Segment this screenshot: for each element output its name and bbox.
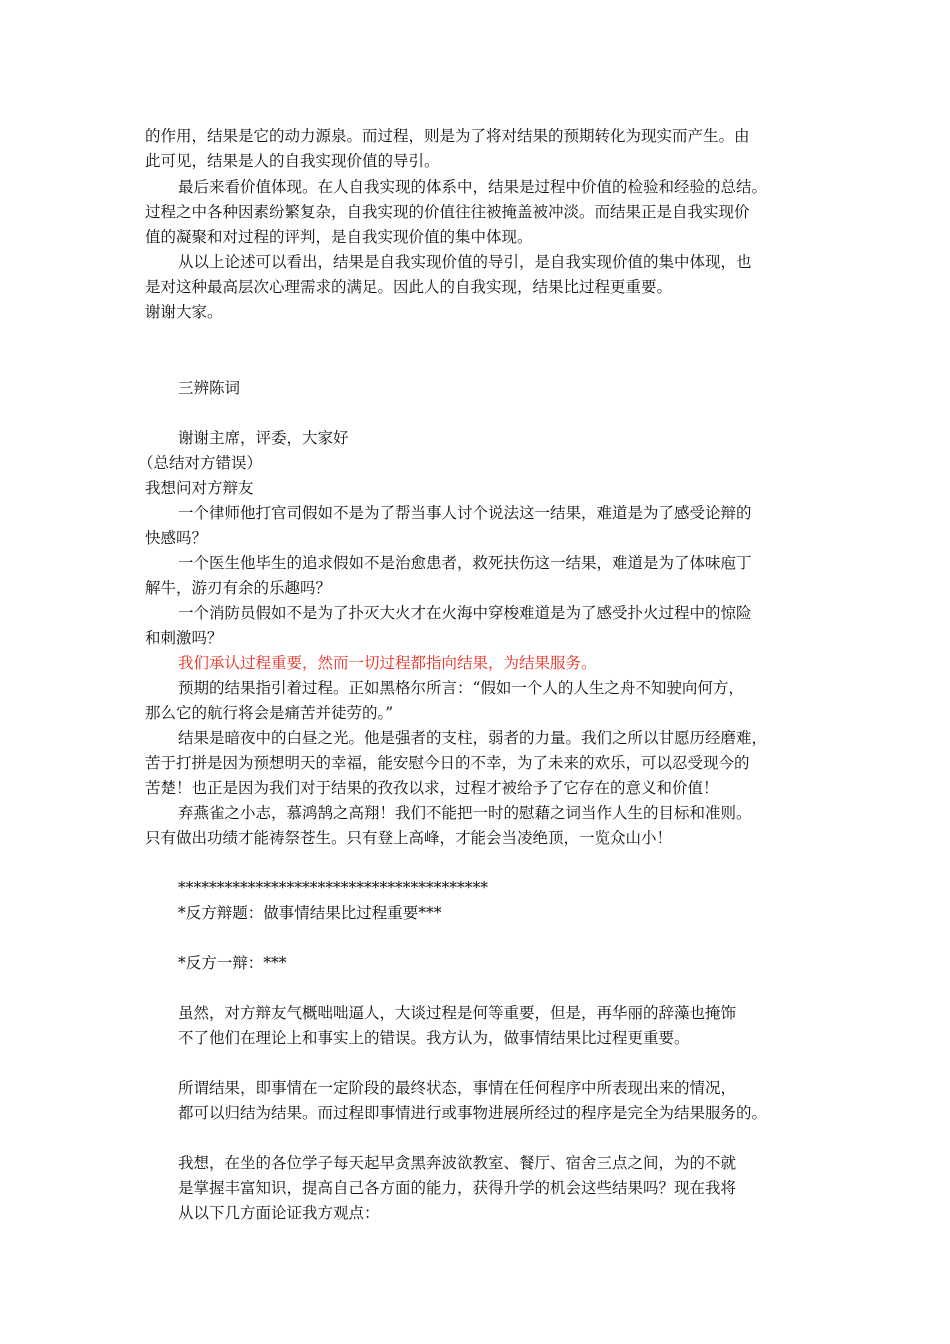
text-line: 和刺激吗？ [145,629,223,647]
text-line: 是掌握丰富知识，提高自己各方面的能力，获得升学的机会这些结果吗？现在我将 [178,1179,737,1197]
text-line: 一个医生他毕生的追求假如不是治愈患者，救死扶伤这一结果，难道是为了体味庖丁 [178,554,752,572]
text-line: 值的凝聚和对过程的评判，是自我实现价值的集中体现。 [145,228,533,246]
text-line: 结果是暗夜中的白昼之光。他是强者的支柱，弱者的力量。我们之所以甘愿历经磨难， [178,729,768,747]
text-line: 只有做出功绩才能祷祭苍生。只有登上高峰，才能会当凌绝顶，一览众山小！ [145,829,673,847]
text-line: 谢谢主席，评委，大家好 [178,429,349,447]
text-line: 从以下几方面论证我方观点： [178,1204,380,1222]
highlighted-text-line: 我们承认过程重要，然而一切过程都指向结果，为结果服务。 [178,654,597,672]
text-line: 一个消防员假如不是为了扑灭大火才在火海中穿梭难道是为了感受扑火过程中的惊险 [178,604,752,622]
text-line: 我想问对方辩友 [145,479,254,497]
section-heading: 三辨陈词 [178,379,241,397]
text-line: 的作用，结果是它的动力源泉。而过程，则是为了将对结果的预期转化为现实而产生。由 [145,127,750,145]
text-line: 解牛，游刃有余的乐趣吗？ [145,579,332,597]
text-line: 快感吗？ [145,529,208,547]
text-line: 最后来看价值体现。在人自我实现的体系中，结果是过程中价值的检验和经验的总结。 [178,178,768,196]
text-line: 弃燕雀之小志，慕鸿鹄之高翔！我们不能把一时的慰藉之词当作人生的目标和准则。 [178,804,752,822]
text-line: 苦楚！也正是因为我们对于结果的孜孜以求，过程才被给予了它存在的意义和价值！ [145,779,719,797]
text-line: 苦于打拼是因为预想明天的幸福，能安慰今日的不幸，为了未来的欢乐，可以忍受现今的 [145,754,750,772]
text-line: 所谓结果，即事情在一定阶段的最终状态，事情在任何程序中所表现出来的情况， [178,1079,737,1097]
text-line: 从以上论述可以看出，结果是自我实现价值的导引，是自我实现价值的集中体现，也 [178,253,752,271]
text-line: 是对这种最高层次心理需求的满足。因此人的自我实现，结果比过程更重要。 [145,278,673,296]
text-line: 谢谢大家。 [145,303,223,321]
text-line: 此可见，结果是人的自我实现价值的导引。 [145,152,440,170]
text-line: 那么它的航行将会是痛苦并徒劳的。” [145,704,394,722]
separator-line: **************************************** [178,879,488,897]
text-line: 虽然，对方辩友气概咄咄逼人，大谈过程是何等重要，但是，再华丽的辞藻也掩饰 [178,1004,737,1022]
text-line: （总结对方错误） [138,454,263,472]
text-line: 一个律师他打官司假如不是为了帮当事人讨个说法这一结果，难道是为了感受论辩的 [178,504,752,522]
text-line: 预期的结果指引着过程。正如黑格尔所言：“假如一个人的人生之舟不知驶向何方， [178,679,744,697]
text-line: 我想，在坐的各位学子每天起早贪黑奔波欲教室、餐厅、宿舍三点之间，为的不就 [178,1154,737,1172]
text-line: 都可以归结为结果。而过程即事情进行或事物进展所经过的程序是完全为结果服务的。 [178,1104,768,1122]
text-line: *反方辩题：做事情结果比过程重要*** [178,904,442,922]
text-line: 不了他们在理论上和事实上的错误。我方认为，做事情结果比过程更重要。 [178,1029,690,1047]
text-line: *反方一辩：*** [178,954,287,972]
text-line: 过程之中各种因素纷繁复杂，自我实现的价值往往被掩盖被冲淡。而结果正是自我实现价 [145,203,750,221]
